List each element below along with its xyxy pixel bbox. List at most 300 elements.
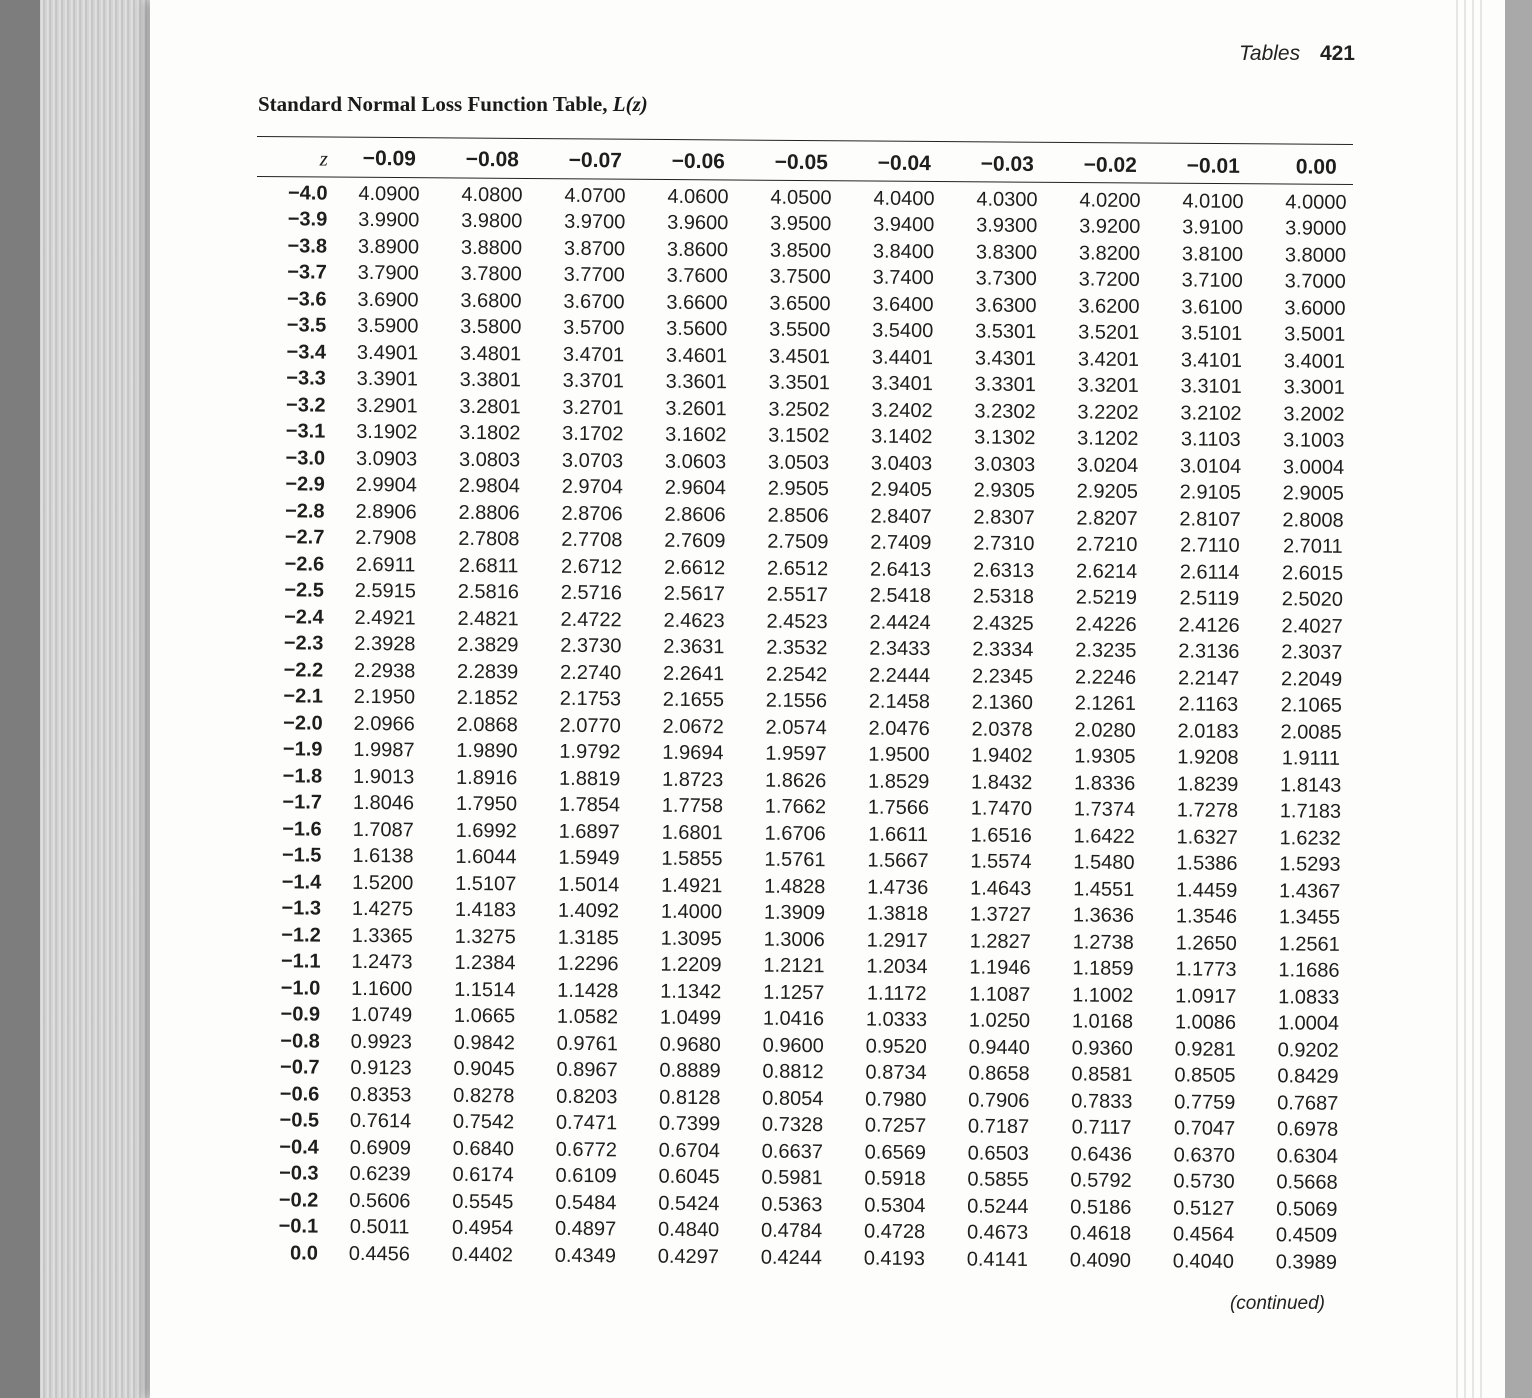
loss-value: 0.7187 [967, 1115, 1030, 1139]
page-edge-lines [1450, 0, 1485, 1398]
loss-value: 2.0183 [1177, 720, 1239, 743]
loss-value: 1.0749 [350, 1004, 413, 1027]
loss-value: 3.2801 [459, 395, 521, 419]
loss-value: 1.8916 [456, 766, 518, 790]
column-header: −0.03 [980, 152, 1034, 177]
loss-value: 2.2246 [1074, 666, 1137, 689]
loss-value: 3.9300 [976, 214, 1038, 238]
loss-value: 2.6413 [869, 558, 932, 581]
loss-value: 2.9205 [1076, 480, 1138, 504]
loss-value: 3.0603 [664, 450, 727, 474]
loss-value: 1.4459 [1176, 879, 1238, 902]
loss-value: 2.4424 [869, 611, 931, 634]
loss-value: 3.6500 [769, 292, 831, 315]
loss-value: 3.0503 [767, 451, 830, 474]
loss-value: 3.2701 [562, 396, 624, 420]
loss-value: 0.7542 [452, 1111, 515, 1134]
loss-value: 2.1360 [971, 691, 1034, 715]
loss-value: 3.7700 [563, 264, 625, 287]
loss-value: 2.9005 [1282, 482, 1344, 506]
loss-value: 2.5716 [560, 582, 623, 605]
loss-value: 1.8432 [970, 771, 1033, 794]
loss-value: 3.2102 [1180, 402, 1242, 425]
loss-value: 3.9900 [358, 209, 420, 232]
loss-value: 0.4141 [966, 1248, 1029, 1271]
loss-function-table [248, 138, 1354, 1276]
loss-value: 0.9520 [865, 1035, 927, 1058]
loss-value: 3.7000 [1284, 270, 1346, 294]
loss-value: 1.5667 [867, 849, 929, 873]
loss-value: 1.0499 [659, 1006, 722, 1030]
loss-value: 3.1202 [1077, 427, 1139, 451]
loss-value: 1.3455 [1278, 906, 1341, 930]
loss-value: 3.3601 [665, 370, 727, 394]
z-column-header: z [319, 146, 328, 171]
z-value: −3.6 [286, 288, 327, 311]
table-title [258, 92, 648, 117]
loss-value: 1.9792 [559, 741, 621, 764]
loss-value: 3.1702 [562, 423, 624, 446]
loss-value: 0.6637 [761, 1140, 823, 1163]
loss-value: 1.3818 [866, 902, 929, 926]
loss-value: 2.4027 [1281, 615, 1343, 638]
loss-value: 1.2209 [660, 953, 722, 977]
loss-value: 3.9600 [667, 211, 729, 235]
loss-value: 0.4784 [760, 1219, 823, 1243]
loss-value: 3.8700 [563, 237, 626, 261]
loss-value: 2.3730 [560, 635, 622, 658]
loss-value: 1.5200 [352, 871, 414, 895]
loss-value: 0.4673 [966, 1221, 1029, 1245]
z-value: −0.4 [279, 1135, 319, 1159]
loss-value: 1.9305 [1074, 745, 1136, 769]
loss-value: 2.6712 [560, 555, 623, 579]
loss-value: 4.0700 [564, 184, 626, 208]
loss-value: 3.6700 [563, 290, 625, 314]
loss-value: 3.6600 [666, 291, 728, 315]
loss-value: 1.6327 [1176, 826, 1238, 849]
loss-value: 1.2827 [969, 930, 1031, 953]
loss-value: 1.9890 [456, 740, 518, 763]
loss-value: 1.6044 [455, 846, 517, 869]
loss-value: 0.6569 [864, 1141, 926, 1164]
loss-value: 1.3006 [763, 928, 825, 951]
loss-value: 1.4551 [1073, 878, 1135, 901]
loss-value: 1.0917 [1175, 985, 1237, 1008]
z-value: −2.0 [283, 712, 323, 735]
z-value: −1.3 [281, 897, 322, 920]
z-value: −3.3 [286, 367, 326, 390]
loss-value: 2.5020 [1281, 588, 1344, 612]
loss-value: 3.9000 [1285, 217, 1347, 241]
loss-value: 4.0600 [667, 185, 729, 209]
loss-value: 2.6811 [458, 554, 519, 578]
loss-value: 0.6704 [658, 1139, 721, 1162]
z-value: −2.2 [283, 659, 324, 682]
loss-value: 4.0400 [873, 187, 935, 210]
loss-value: 2.9604 [664, 476, 727, 500]
loss-value: 1.6138 [352, 845, 414, 868]
loss-value: 0.5011 [349, 1216, 410, 1239]
loss-value: 1.9402 [971, 744, 1033, 768]
loss-value: 1.0168 [1071, 1010, 1134, 1034]
loss-value: 1.7854 [558, 794, 621, 817]
z-value: −2.4 [284, 606, 324, 629]
loss-value: 1.8819 [559, 767, 621, 791]
loss-value: 3.9400 [873, 213, 935, 237]
loss-value: 3.1302 [974, 426, 1036, 450]
loss-value: 0.5424 [658, 1192, 720, 1215]
continued-note: (continued) [1229, 1293, 1325, 1314]
loss-value: 1.0004 [1277, 1012, 1340, 1036]
loss-value: 0.9680 [659, 1033, 721, 1056]
loss-value: 0.9123 [350, 1057, 412, 1080]
loss-value: 0.4564 [1172, 1223, 1235, 1247]
loss-value: 3.8000 [1284, 244, 1347, 267]
z-value: −1.0 [280, 976, 321, 1000]
loss-value: 1.3365 [351, 924, 413, 948]
loss-value: 0.5484 [555, 1191, 617, 1215]
loss-value: 1.7662 [764, 795, 827, 819]
loss-value: 0.4244 [760, 1246, 823, 1269]
z-value: −1.5 [281, 844, 322, 867]
loss-value: 2.5119 [1179, 587, 1240, 611]
loss-value: 2.8706 [561, 502, 623, 526]
loss-value: 3.0004 [1282, 456, 1345, 479]
loss-value: 0.4040 [1172, 1250, 1235, 1273]
z-value: −0.1 [278, 1215, 319, 1238]
loss-value: 0.8429 [1277, 1065, 1339, 1089]
loss-value: 1.1859 [1072, 957, 1134, 981]
loss-value: 3.7400 [872, 266, 934, 290]
loss-value: 0.9440 [968, 1036, 1030, 1059]
loss-value: 3.1602 [665, 423, 727, 447]
loss-value: 3.9800 [461, 210, 523, 233]
loss-value: 3.5900 [357, 315, 419, 338]
loss-value: 2.3433 [869, 637, 931, 661]
loss-value: 2.0672 [662, 715, 724, 739]
loss-value: 3.3101 [1180, 375, 1242, 399]
loss-value: 1.9694 [662, 741, 724, 765]
loss-value: 1.4736 [867, 876, 929, 899]
loss-value: 0.4840 [657, 1218, 720, 1242]
loss-value: 2.9804 [458, 475, 521, 498]
z-value: 0.0 [289, 1242, 318, 1265]
loss-value: 1.3275 [454, 925, 516, 949]
loss-value: 2.6612 [663, 556, 726, 580]
loss-value: 3.6300 [975, 294, 1037, 317]
loss-value: 3.5600 [666, 317, 728, 341]
loss-value: 0.6840 [452, 1137, 515, 1161]
loss-value: 0.7906 [968, 1089, 1030, 1112]
loss-value: 1.6706 [764, 822, 826, 845]
loss-value: 3.3501 [768, 371, 830, 395]
z-value: −3.5 [286, 314, 327, 337]
loss-value: 3.3901 [356, 368, 418, 391]
running-head-title: Tables [1239, 42, 1301, 65]
loss-value: 4.0100 [1182, 190, 1244, 213]
loss-value: 3.6800 [460, 289, 522, 313]
z-value: −0.7 [279, 1056, 320, 1079]
loss-value: 3.0104 [1179, 455, 1242, 478]
loss-value: 3.1802 [459, 422, 521, 445]
z-value: −3.1 [285, 420, 326, 443]
loss-value: 3.2302 [974, 400, 1036, 423]
z-value: −1.7 [282, 791, 323, 814]
loss-value: 0.9045 [453, 1058, 515, 1081]
loss-value: 2.0966 [353, 712, 415, 736]
loss-value: 1.5761 [764, 848, 826, 872]
loss-value: 2.2049 [1280, 668, 1343, 691]
loss-value: 3.0204 [1076, 454, 1139, 477]
loss-value: 3.3201 [1077, 374, 1139, 398]
loss-value: 3.4901 [356, 341, 419, 365]
loss-value: 3.5301 [975, 320, 1037, 344]
column-header: 0.00 [1295, 155, 1337, 179]
column-header: −0.07 [568, 148, 622, 173]
loss-value: 2.5418 [869, 584, 932, 608]
loss-value: 0.8054 [762, 1087, 824, 1110]
loss-value: 3.8200 [1078, 242, 1141, 265]
loss-value: 3.6900 [357, 288, 419, 312]
loss-value: 2.1065 [1280, 694, 1343, 718]
loss-value: 1.1946 [969, 956, 1031, 980]
loss-value: 2.6313 [972, 559, 1035, 582]
loss-value: 0.4897 [554, 1217, 617, 1241]
loss-value: 3.8600 [666, 238, 729, 262]
loss-value: 1.0665 [453, 1005, 516, 1028]
loss-value: 1.5293 [1279, 853, 1341, 877]
loss-value: 3.5400 [872, 319, 934, 343]
loss-value: 2.5517 [766, 583, 829, 607]
loss-value: 1.4921 [661, 874, 723, 897]
loss-value: 0.5127 [1173, 1197, 1235, 1220]
loss-value: 0.5545 [452, 1190, 514, 1214]
loss-value: 2.4126 [1178, 614, 1240, 637]
loss-value: 1.0582 [556, 1005, 619, 1029]
loss-value: 2.9904 [355, 474, 418, 497]
loss-value: 3.2402 [871, 399, 933, 422]
loss-value: 3.4201 [1077, 348, 1140, 371]
column-header: −0.09 [362, 146, 416, 171]
loss-value: 1.6611 [868, 823, 929, 846]
loss-value: 1.1773 [1175, 958, 1237, 982]
z-value: −3.2 [285, 394, 326, 417]
loss-value: 1.4643 [970, 877, 1032, 900]
loss-value: 1.7278 [1176, 799, 1239, 823]
loss-value: 2.8906 [355, 500, 417, 524]
loss-value: 3.8100 [1181, 243, 1244, 266]
loss-value: 1.5855 [661, 847, 723, 871]
loss-value: 1.8143 [1279, 774, 1342, 797]
loss-value: 1.0833 [1278, 986, 1340, 1009]
loss-value: 1.7374 [1073, 798, 1136, 822]
z-value: −3.7 [287, 261, 327, 284]
loss-value: 4.0000 [1285, 191, 1347, 214]
loss-value: 1.4092 [557, 900, 620, 923]
loss-value: 1.6516 [970, 824, 1032, 847]
loss-value: 3.4001 [1283, 350, 1346, 373]
loss-value: 4.0200 [1079, 189, 1141, 212]
loss-value: 1.4000 [660, 900, 723, 924]
loss-value: 1.8239 [1176, 773, 1239, 796]
z-value: −1.6 [282, 817, 322, 841]
loss-value: 3.5700 [563, 317, 625, 340]
z-value: −0.5 [279, 1109, 320, 1132]
loss-value: 1.8723 [662, 768, 724, 791]
loss-value: 1.8336 [1073, 772, 1136, 795]
loss-value: 3.7500 [769, 265, 831, 289]
loss-value: 2.0378 [971, 718, 1033, 741]
loss-value: 2.7708 [561, 529, 623, 552]
loss-value: 0.5363 [761, 1193, 823, 1216]
loss-value: 1.7950 [455, 793, 518, 816]
loss-value: 1.5386 [1176, 852, 1238, 876]
loss-value: 1.1172 [866, 982, 927, 1005]
loss-value: 2.4921 [354, 606, 416, 630]
loss-value: 2.9505 [767, 477, 830, 501]
loss-value: 3.1003 [1283, 429, 1345, 453]
loss-value: 0.5304 [864, 1194, 926, 1217]
loss-value: 2.2147 [1177, 667, 1240, 690]
loss-value: 1.6992 [455, 819, 517, 843]
running-head [1180, 42, 1355, 66]
loss-value: 0.4090 [1069, 1249, 1132, 1272]
loss-value: 1.4275 [351, 898, 414, 921]
loss-value: 0.6909 [349, 1136, 412, 1160]
loss-value: 0.6045 [658, 1165, 720, 1189]
z-value: −4.0 [287, 182, 328, 205]
loss-value: 0.8658 [968, 1062, 1030, 1086]
loss-value: 3.5001 [1284, 323, 1346, 347]
loss-value: 2.1458 [868, 690, 931, 714]
loss-value: 0.4193 [863, 1247, 926, 1270]
loss-value: 3.0703 [561, 449, 624, 473]
loss-value: 2.1950 [353, 686, 416, 709]
loss-value: 2.3235 [1075, 639, 1137, 663]
loss-value: 2.7210 [1076, 533, 1138, 557]
loss-value: 1.9208 [1177, 746, 1239, 770]
column-header: −0.01 [1186, 154, 1240, 178]
loss-value: 2.7409 [870, 531, 932, 555]
loss-value: 3.9500 [770, 212, 832, 236]
loss-value: 3.2202 [1077, 401, 1139, 424]
loss-value: 1.0086 [1174, 1011, 1237, 1035]
loss-value: 3.7100 [1181, 269, 1243, 293]
loss-value: 3.9700 [564, 211, 626, 234]
loss-value: 3.7900 [357, 262, 419, 285]
loss-value: 0.6503 [967, 1142, 1029, 1165]
loss-value: 1.9111 [1281, 747, 1341, 771]
loss-value: 2.6114 [1179, 561, 1240, 584]
loss-value: 3.2002 [1283, 403, 1345, 426]
loss-value: 0.9842 [453, 1031, 515, 1055]
z-value: −1.8 [282, 765, 323, 788]
loss-value: 3.6200 [1078, 295, 1140, 318]
loss-value: 1.3909 [763, 901, 826, 925]
loss-value: 2.2345 [971, 665, 1034, 688]
loss-value: 3.4401 [871, 346, 934, 369]
loss-value: 0.4618 [1069, 1222, 1132, 1246]
loss-value: 3.6100 [1181, 296, 1243, 319]
loss-value: 1.6232 [1279, 827, 1341, 850]
loss-value: 1.1686 [1278, 959, 1340, 983]
z-value: −1.1 [280, 950, 321, 973]
loss-value: 1.1002 [1072, 984, 1134, 1007]
loss-value: 2.2444 [868, 664, 931, 687]
loss-value: 3.4801 [459, 342, 522, 366]
loss-value: 3.7200 [1078, 268, 1140, 292]
z-value: −2.8 [285, 500, 325, 523]
loss-value: 1.2561 [1278, 933, 1340, 956]
loss-value: 3.4701 [562, 343, 625, 367]
loss-value: 1.0333 [865, 1008, 928, 1032]
column-header: −0.08 [465, 147, 519, 172]
z-value: −2.6 [284, 553, 325, 576]
loss-value: 0.7833 [1071, 1090, 1133, 1113]
loss-value: 0.7980 [865, 1088, 927, 1111]
z-value: −3.0 [285, 447, 326, 470]
book-gutter [40, 0, 160, 1398]
loss-value: 2.7110 [1179, 534, 1240, 558]
loss-value: 3.4301 [974, 347, 1037, 370]
loss-value: 3.7300 [975, 267, 1037, 291]
loss-value: 1.7183 [1279, 800, 1342, 824]
loss-value: 2.4325 [972, 612, 1034, 635]
loss-value: 4.0500 [770, 186, 832, 209]
loss-value: 2.8008 [1282, 509, 1344, 532]
loss-value: 1.8529 [867, 770, 930, 793]
loss-value: 0.7399 [658, 1112, 721, 1136]
loss-value: 4.0800 [461, 183, 523, 207]
loss-value: 1.1257 [763, 981, 825, 1004]
loss-value: 2.8606 [664, 503, 726, 527]
loss-value: 1.0250 [968, 1009, 1031, 1033]
loss-value: 2.3928 [354, 633, 416, 656]
loss-value: 0.8812 [762, 1060, 824, 1084]
loss-value: 0.7117 [1071, 1116, 1132, 1140]
loss-value: 0.5792 [1070, 1169, 1132, 1193]
z-value: −0.2 [278, 1188, 319, 1212]
loss-value: 0.7257 [864, 1114, 927, 1138]
loss-value: 1.2296 [557, 953, 619, 976]
loss-value: 1.5014 [558, 873, 620, 897]
loss-value: 3.9200 [1079, 215, 1141, 239]
loss-value: 1.4183 [454, 899, 517, 922]
loss-value: 2.3532 [766, 636, 828, 660]
loss-value: 2.7609 [664, 529, 726, 553]
loss-value: 2.8207 [1076, 507, 1138, 530]
loss-value: 3.4601 [665, 344, 728, 368]
loss-value: 0.9923 [350, 1030, 412, 1054]
loss-value: 3.4101 [1180, 349, 1243, 372]
loss-value: 1.4367 [1279, 880, 1341, 903]
table-title-text: Standard Normal Loss Function Table, [258, 92, 613, 116]
loss-value: 0.4728 [863, 1220, 926, 1244]
loss-value: 1.3546 [1175, 905, 1238, 929]
loss-value: 2.2641 [662, 662, 725, 686]
loss-value: 2.9704 [561, 476, 624, 499]
loss-value: 0.5186 [1070, 1196, 1132, 1219]
loss-value: 2.3631 [663, 635, 725, 659]
loss-value: 0.9600 [762, 1034, 824, 1057]
loss-value: 2.7808 [458, 528, 520, 551]
loss-value: 3.3301 [974, 373, 1036, 397]
loss-value: 3.3801 [459, 369, 521, 392]
z-value: −3.9 [287, 208, 328, 231]
loss-value: 0.5606 [349, 1189, 411, 1213]
loss-value: 2.3037 [1281, 641, 1343, 665]
